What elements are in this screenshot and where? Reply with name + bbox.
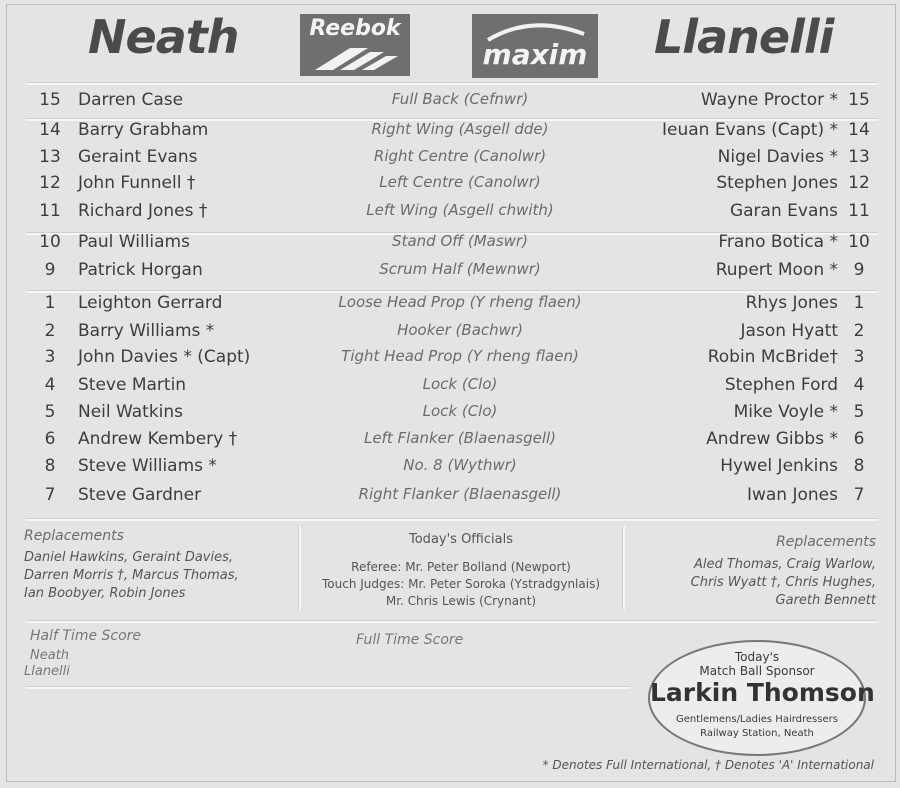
home-replacements-line-2: Darren Morris †, Marcus Thomas, — [24, 568, 239, 583]
away-replacements-line-3: Gareth Bennett — [775, 593, 876, 608]
home-player-name: John Funnell † — [78, 173, 196, 193]
away-shirt-number: 13 — [848, 147, 870, 167]
away-player-name: Stephen Jones — [716, 173, 838, 193]
half-time-home-team: Neath — [30, 648, 70, 663]
away-player-name: Rupert Moon * — [715, 260, 838, 280]
away-player-name: Frano Botica * — [718, 232, 838, 252]
position-label: Right Centre (Canolwr) — [373, 147, 547, 165]
away-shirt-number: 6 — [853, 429, 865, 449]
home-player-name: Neil Watkins — [78, 402, 184, 422]
match-ball-sponsor-badge — [648, 640, 875, 756]
team-row — [30, 120, 876, 146]
home-shirt-number: 9 — [44, 260, 56, 280]
reebok-logo — [300, 14, 410, 76]
home-player-name: Patrick Horgan — [78, 260, 203, 280]
home-shirt-number: 12 — [39, 173, 61, 193]
officials-line-1: Referee: Mr. Peter Bolland (Newport) — [351, 560, 571, 574]
maxim-logo — [472, 14, 598, 78]
home-player-name: Steve Williams * — [78, 456, 217, 476]
sponsor-line-2: Match Ball Sponsor — [699, 664, 815, 678]
away-player-name: Nigel Davies * — [717, 147, 838, 167]
position-label: Hooker (Bachwr) — [397, 321, 523, 339]
away-shirt-number: 8 — [853, 456, 865, 476]
away-player-name: Iwan Jones — [746, 485, 838, 505]
away-player-name: Robin McBride† — [707, 347, 838, 367]
team-row — [30, 260, 876, 286]
away-player-name: Ieuan Evans (Capt) * — [661, 120, 838, 140]
half-time-score-label: Half Time Score — [30, 628, 142, 644]
away-shirt-number: 2 — [853, 321, 865, 341]
home-player-name: Leighton Gerrard — [78, 293, 223, 313]
team-row — [30, 147, 876, 173]
away-player-name: Mike Voyle * — [733, 402, 838, 422]
away-shirt-number: 1 — [853, 293, 865, 313]
team-row — [30, 201, 876, 227]
home-player-name: Steve Gardner — [78, 485, 202, 505]
home-shirt-number: 5 — [44, 402, 56, 422]
away-team-title: Llanelli — [654, 10, 834, 64]
away-player-name: Andrew Gibbs * — [706, 429, 838, 449]
home-shirt-number: 10 — [39, 232, 61, 252]
position-label: Left Flanker (Blaenasgell) — [363, 429, 557, 447]
home-shirt-number: 8 — [44, 456, 56, 476]
half-time-away-team: Llanelli — [24, 664, 70, 679]
home-player-name: Andrew Kembery † — [78, 429, 238, 449]
home-replacements-line-1: Daniel Hawkins, Geraint Davies, — [24, 550, 234, 565]
away-player-name: Stephen Ford — [724, 375, 838, 395]
away-replacements-line-2: Chris Wyatt †, Chris Hughes, — [690, 575, 876, 590]
home-shirt-number: 6 — [44, 429, 56, 449]
position-label: Loose Head Prop (Y rheng flaen) — [338, 293, 582, 311]
divider-forwards — [26, 518, 878, 521]
sponsor-line-3: Gentlemens/Ladies Hairdressers — [676, 714, 838, 725]
away-shirt-number: 5 — [853, 402, 865, 422]
position-label: Lock (Clo) — [422, 375, 498, 393]
away-shirt-number: 12 — [848, 173, 870, 193]
team-row — [30, 347, 876, 373]
position-label: Left Wing (Asgell chwith) — [366, 201, 554, 219]
officials-line-2: Touch Judges: Mr. Peter Soroka (Ystradgynlais) — [322, 577, 600, 591]
divider-top — [26, 82, 878, 85]
sponsor-line-1: Today's — [734, 650, 780, 664]
officials-heading: Today's Officials — [409, 532, 513, 547]
away-player-name: Rhys Jones — [745, 293, 838, 313]
position-label: No. 8 (Wythwr) — [403, 456, 517, 474]
position-label: Left Centre (Canolwr) — [379, 173, 541, 191]
away-shirt-number: 14 — [848, 120, 870, 140]
home-player-name: Richard Jones † — [78, 201, 208, 221]
away-shirt-number: 11 — [848, 201, 870, 221]
home-replacements-heading: Replacements — [24, 528, 124, 544]
home-player-name: Steve Martin — [78, 375, 187, 395]
reebok-stripes-icon — [310, 44, 400, 72]
team-row — [30, 321, 876, 347]
maxim-logo-text: maxim — [482, 38, 588, 71]
home-shirt-number: 4 — [44, 375, 56, 395]
team-row — [30, 232, 876, 258]
away-shirt-number: 4 — [853, 375, 865, 395]
team-row — [30, 90, 876, 116]
position-label: Tight Head Prop (Y rheng flaen) — [341, 347, 579, 365]
home-shirt-number: 14 — [39, 120, 61, 140]
column-divider-right — [622, 526, 625, 610]
divider-scores — [26, 686, 630, 689]
position-label: Lock (Clo) — [422, 402, 498, 420]
sponsor-name: Larkin Thomson — [650, 678, 875, 707]
home-player-name: Paul Williams — [78, 232, 190, 252]
away-shirt-number: 15 — [848, 90, 870, 110]
away-replacements-heading: Replacements — [776, 534, 876, 550]
away-shirt-number: 10 — [848, 232, 870, 252]
home-player-name: Barry Williams * — [78, 321, 215, 341]
home-shirt-number: 2 — [44, 321, 56, 341]
team-row — [30, 293, 876, 319]
away-shirt-number: 9 — [853, 260, 865, 280]
home-shirt-number: 3 — [44, 347, 56, 367]
home-shirt-number: 15 — [39, 90, 61, 110]
home-player-name: Geraint Evans — [78, 147, 198, 167]
away-player-name: Jason Hyatt — [740, 321, 838, 341]
home-shirt-number: 11 — [39, 201, 61, 221]
home-shirt-number: 7 — [44, 485, 56, 505]
team-row — [30, 375, 876, 401]
team-row — [30, 429, 876, 455]
home-team-title: Neath — [88, 10, 239, 64]
home-shirt-number: 1 — [44, 293, 56, 313]
home-player-name: John Davies * (Capt) — [78, 347, 251, 367]
position-label: Full Back (Cefnwr) — [391, 90, 529, 108]
away-player-name: Wayne Proctor * — [700, 90, 838, 110]
home-shirt-number: 13 — [39, 147, 61, 167]
reebok-logo-text: Reebok — [309, 16, 401, 41]
position-label: Right Wing (Asgell dde) — [371, 120, 549, 138]
team-row — [30, 402, 876, 428]
home-player-name: Darren Case — [78, 90, 184, 110]
home-player-name: Barry Grabham — [78, 120, 209, 140]
position-label: Scrum Half (Mewnwr) — [379, 260, 541, 278]
officials-line-3: Mr. Chris Lewis (Crynant) — [385, 594, 537, 608]
position-label: Right Flanker (Blaenasgell) — [358, 485, 562, 503]
team-row — [30, 485, 876, 511]
away-shirt-number: 7 — [853, 485, 865, 505]
away-player-name: Hywel Jenkins — [720, 456, 838, 476]
full-time-score-label: Full Time Score — [356, 632, 464, 648]
away-replacements-line-1: Aled Thomas, Craig Warlow, — [693, 557, 876, 572]
position-label: Stand Off (Maswr) — [392, 232, 528, 250]
divider-replacements — [26, 620, 878, 623]
away-shirt-number: 3 — [853, 347, 865, 367]
sponsor-line-4: Railway Station, Neath — [700, 728, 814, 739]
team-row — [30, 456, 876, 482]
footnote-legend: * Denotes Full International, † Denotes 'A' International — [542, 758, 874, 772]
team-row — [30, 173, 876, 199]
home-replacements-line-3: Ian Boobyer, Robin Jones — [24, 586, 186, 601]
away-player-name: Garan Evans — [729, 201, 838, 221]
